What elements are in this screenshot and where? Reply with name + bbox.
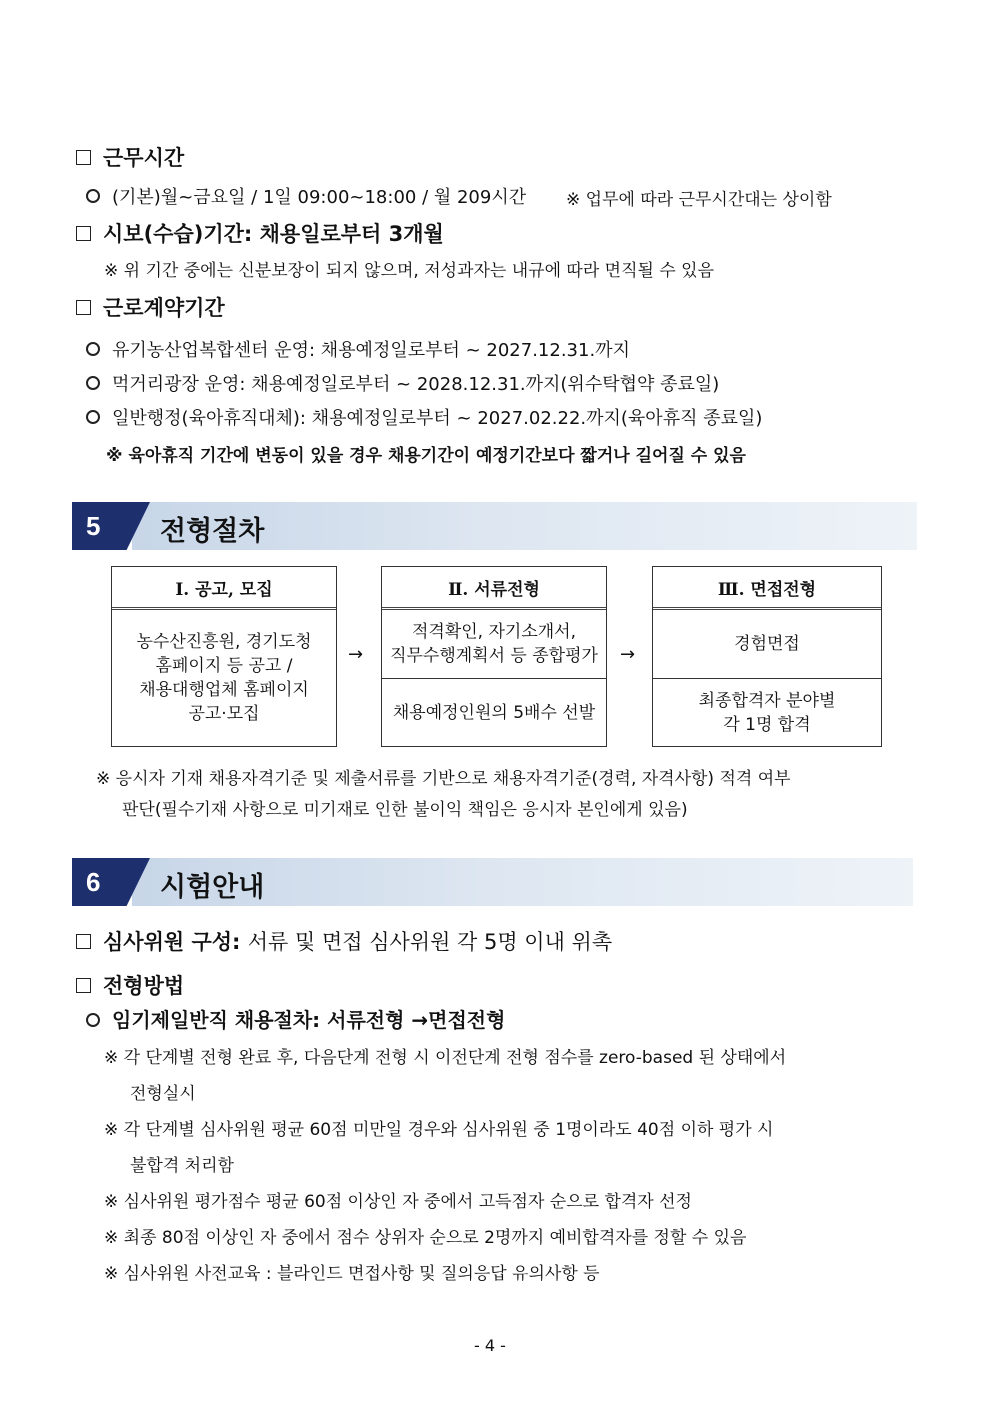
section-title: 전형절차 — [160, 516, 265, 547]
section-number: 6 — [86, 867, 101, 897]
stage-2-box — [381, 566, 607, 747]
circle-bullet-icon — [86, 376, 100, 390]
page-number: - 4 - — [474, 1336, 506, 1355]
square-bullet-icon — [76, 934, 91, 949]
section-5-note: ※ 응시자 기재 채용자격기준 및 제출서류를 기반으로 채용자격기준(경력, 자격사항) 적격 여부 — [96, 769, 791, 789]
committee-heading: 심사위원 구성: 서류 및 면접 심사위원 각 5명 이내 위촉 — [76, 926, 612, 956]
method-note: 불합격 처리함 — [130, 1156, 234, 1176]
stage-line: 각 1명 합격 — [723, 714, 811, 735]
method-note: ※ 심사위원 사전교육 : 블라인드 면접사항 및 질의응답 유의사항 등 — [104, 1264, 600, 1284]
square-bullet-icon — [76, 150, 91, 165]
method-note: ※ 각 단계별 심사위원 평균 60점 미만일 경우와 심사위원 중 1명이라도 40점 이하 평가 시 — [104, 1120, 774, 1140]
stage-line: 최종합격자 분야별 — [698, 690, 836, 711]
flow-arrow-icon: → — [348, 644, 364, 665]
stage-line: 채용대행업체 홈페이지 — [139, 680, 309, 700]
work-hours-note: ※ 업무에 따라 근무시간대는 상이함 — [566, 190, 832, 210]
contract-item: 일반행정(육아휴직대체): 채용예정일로부터 ~ 2027.02.22.까지(육아휴직 종료일) — [86, 404, 762, 430]
procedure-item: 임기제일반직 채용절차: 서류전형 →면접전형 — [86, 1004, 505, 1033]
stage-title: Ⅱ. 서류전형 — [382, 567, 606, 610]
stage-line: 홈페이지 등 공고 / — [155, 656, 293, 676]
circle-bullet-icon — [86, 189, 100, 203]
section-title: 시험안내 — [160, 872, 265, 903]
flow-arrow-icon: → — [620, 644, 636, 665]
stage-3-box — [652, 566, 882, 747]
stage-content-top — [382, 610, 606, 679]
stage-content-top: 경험면접 — [653, 610, 881, 679]
contract-item: 유기농산업복합센터 운영: 채용예정일로부터 ~ 2027.12.31.까지 — [86, 336, 630, 362]
square-bullet-icon — [76, 300, 91, 315]
stage-content-bottom — [653, 679, 881, 746]
contract-heading: 근로계약기간 — [76, 292, 225, 322]
section-5-note: 판단(필수기재 사항으로 미기재로 인한 불이익 책임은 응시자 본인에게 있음) — [122, 800, 688, 820]
probation-note: ※ 위 기간 중에는 신분보장이 되지 않으며, 저성과자는 내규에 따라 면직될 수 있음 — [104, 261, 714, 281]
method-heading: 전형방법 — [76, 970, 184, 1000]
circle-bullet-icon — [86, 1013, 100, 1027]
stage-title: Ⅰ. 공고, 모집 — [112, 567, 336, 610]
stage-line: 공고·모집 — [188, 704, 260, 724]
section-number: 5 — [86, 511, 101, 541]
contract-item: 먹거리광장 운영: 채용예정일로부터 ~ 2028.12.31.까지(위수탁협약 종료일) — [86, 370, 719, 396]
section-6-header — [72, 858, 913, 906]
method-note: 전형실시 — [130, 1084, 196, 1104]
stage-1-box — [111, 566, 337, 747]
stage-content — [112, 610, 336, 746]
method-note: ※ 심사위원 평가점수 평균 60점 이상인 자 중에서 고득점자 순으로 합격자 선정 — [104, 1192, 692, 1212]
work-hours-heading: 근무시간 — [76, 142, 184, 172]
circle-bullet-icon — [86, 342, 100, 356]
stage-content-bottom: 채용예정인원의 5배수 선발 — [392, 702, 596, 723]
stage-line: 직무수행계획서 등 종합평가 — [390, 646, 598, 666]
section-5-header — [72, 502, 917, 550]
square-bullet-icon — [76, 978, 91, 993]
method-note: ※ 최종 80점 이상인 자 중에서 점수 상위자 순으로 2명까지 예비합격자를 정할 수 있음 — [104, 1228, 747, 1248]
probation-heading: 시보(수습)기간: 채용일로부터 3개월 — [76, 218, 444, 248]
square-bullet-icon — [76, 226, 91, 241]
stage-line: 농수산진흥원, 경기도청 — [136, 632, 312, 652]
work-hours-detail: (기본)월~금요일 / 1일 09:00~18:00 / 월 209시간 — [86, 183, 526, 209]
contract-note: ※ 육아휴직 기간에 변동이 있을 경우 채용기간이 예정기간보다 짧거나 길어질 수 있음 — [106, 446, 746, 466]
stage-title: Ⅲ. 면접전형 — [653, 567, 881, 610]
method-note: ※ 각 단계별 전형 완료 후, 다음단계 전형 시 이전단계 전형 점수를 zero-based 된 상태에서 — [104, 1048, 787, 1068]
circle-bullet-icon — [86, 410, 100, 424]
committee-text: 서류 및 면접 심사위원 각 5명 이내 위촉 — [247, 930, 613, 954]
stage-line: 적격확인, 자기소개서, — [411, 622, 576, 642]
